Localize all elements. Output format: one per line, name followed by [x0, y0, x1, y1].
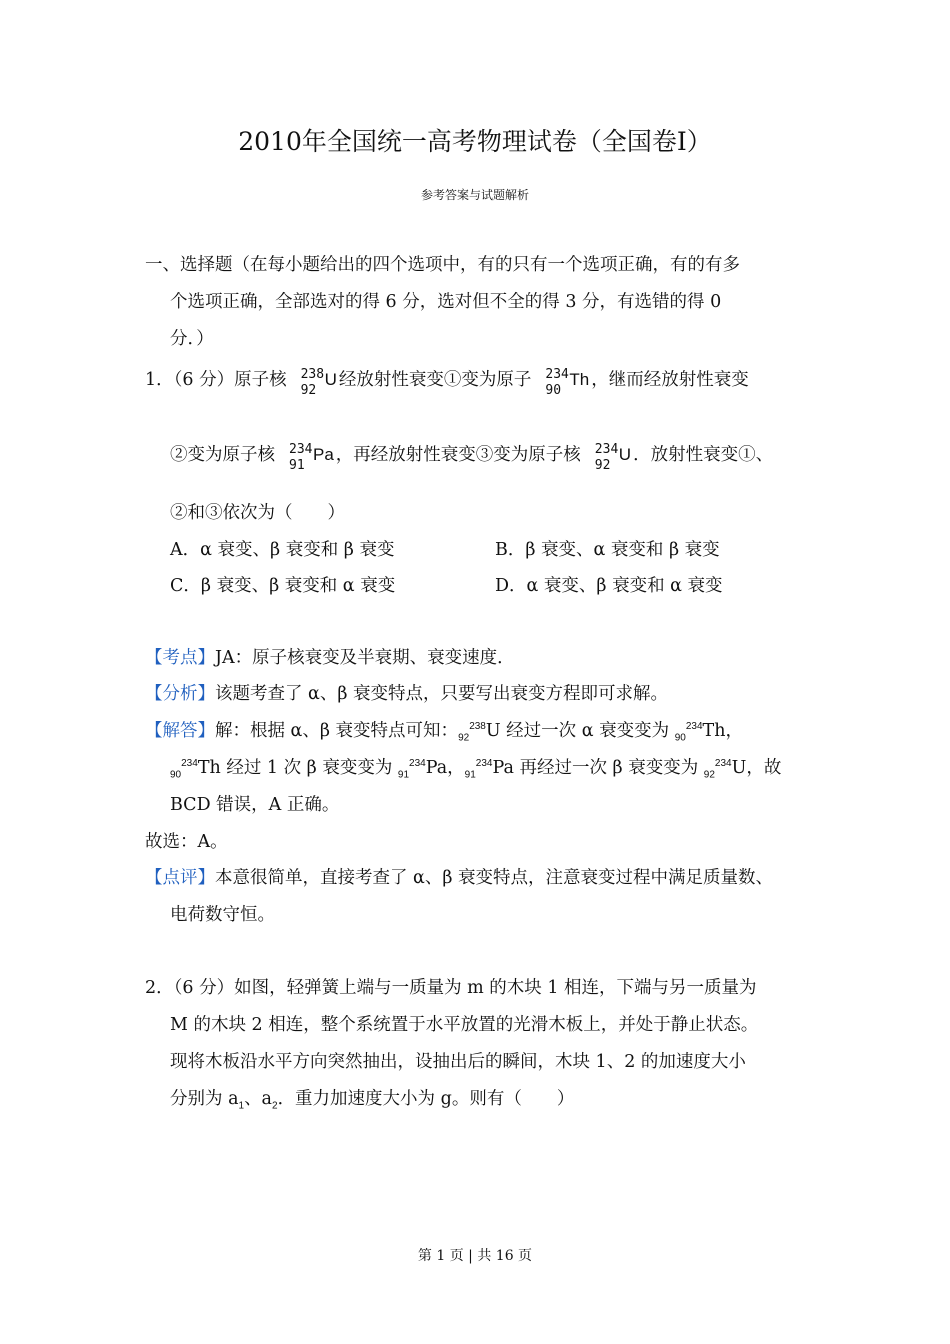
- section-heading: 一、选择题（在每小题给出的四个选项中，有的只有一个选项正确，有的有多: [145, 255, 740, 275]
- isotope-pa234: 234 91 Pa: [289, 442, 334, 473]
- question-2-line: M 的木块 2 相连，整个系统置于水平放置的光滑木板上，并处于静止状态。: [170, 1015, 759, 1035]
- jieda-line: $_{90}^{234}$Th 经过 1 次 β 衰变变为 $_{91}^{234}$Pa，$_{91}^{234}$Pa 再经过一次 β 衰变变为 $_{92}^{234}$U，故: [170, 758, 782, 781]
- option-c: C．β 衰变、β 衰变和 α 衰变: [170, 576, 396, 596]
- question-2-stem: 2．（6 分）如图，轻弹簧上端与一质量为 m 的木块 1 相连，下端与另一质量为: [145, 978, 757, 998]
- dianping-line: 电荷数守恒。: [170, 905, 275, 925]
- isotope-th234: 234 90 Th: [545, 367, 590, 398]
- option-a: A．α 衰变、β 衰变和 β 衰变: [170, 540, 395, 560]
- page-footer: 第 1 页 | 共 16 页: [417, 1248, 533, 1264]
- answer: 故选：A。: [145, 832, 228, 852]
- question-1-stem: 1．（6 分）原子核 238 92 U 经放射性衰变①变为原子 234 90 Th ，继而经放射性衰变: [145, 367, 749, 398]
- question-2-line: 分别为 $a_1$、$a_2$．重力加速度大小为 g。则有（ ）: [170, 1089, 575, 1112]
- jieda-line: BCD 错误，A 正确。: [170, 795, 340, 815]
- isotope-u234: 234 92 U: [594, 442, 632, 473]
- kaodian: 【考点】JA：原子核衰变及半衰期、衰变速度．: [145, 648, 515, 668]
- dianping: 【点评】本意很简单，直接考查了 α、β 衰变特点，注意衰变过程中满足质量数、: [145, 868, 774, 888]
- question-2-line: 现将木板沿水平方向突然抽出，设抽出后的瞬间，木块 1、2 的加速度大小: [170, 1052, 746, 1072]
- isotope-u238: 238 92 U: [300, 367, 337, 398]
- option-b: B．β 衰变、α 衰变和 β 衰变: [495, 540, 720, 560]
- section-heading-line: 个选项正确，全部选对的得 6 分，选对但不全的得 3 分，有选错的得 0: [170, 292, 722, 312]
- jieda: 【解答】解：根据 α、β 衰变特点可知：$_{92}^{238}$U 经过一次 α 衰变变为 $_{90}^{234}$Th，: [145, 721, 743, 744]
- question-1-stem-line: ②和③依次为（ ）: [170, 503, 345, 523]
- section-heading-line: 分．）: [170, 329, 214, 349]
- fenxi: 【分析】该题考查了 α、β 衰变特点，只要写出衰变方程即可求解。: [145, 684, 669, 704]
- page-title: 2010年全国统一高考物理试卷（全国卷Ⅰ）: [238, 127, 712, 156]
- page-subtitle: 参考答案与试题解析: [420, 188, 529, 202]
- option-d: D．α 衰变、β 衰变和 α 衰变: [495, 576, 723, 596]
- question-1-stem-line: ②变为原子核 234 91 Pa ，再经放射性衰变③变为原子核 234 92 U ．放射性衰变①、: [170, 442, 774, 473]
